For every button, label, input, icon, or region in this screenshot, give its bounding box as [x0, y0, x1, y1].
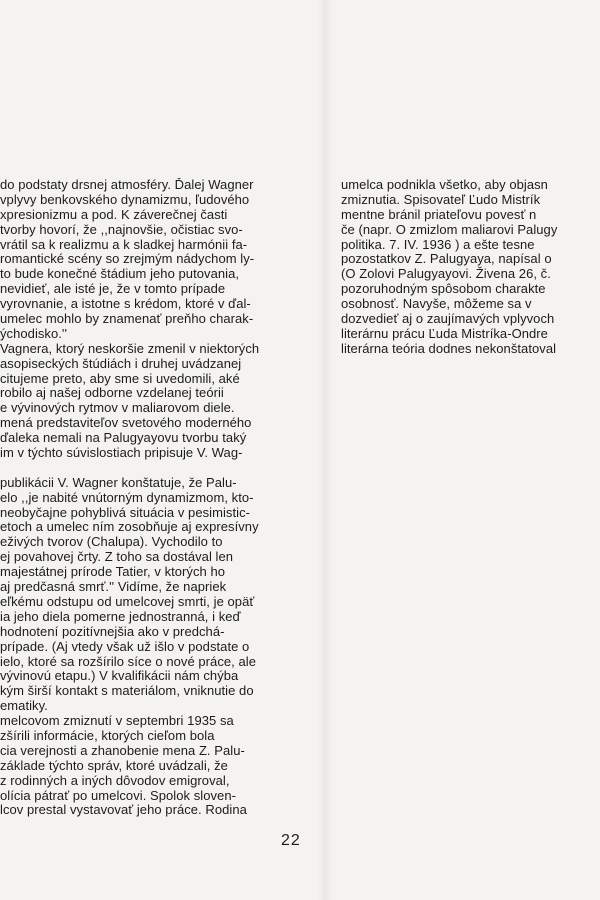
- text-line: ýchodisko.'': [0, 325, 67, 341]
- text-line: nevidieť, ale isté je, že v tomto prípade: [0, 281, 226, 297]
- text-line: neobyčajne pohyblivá situácia v pesimistic-: [0, 504, 250, 520]
- text-line: eživých tvorov (Chalupa). Vychodilo to: [0, 534, 223, 550]
- text-line: pozostatkov Z. Palugyaya, napísal o: [341, 251, 552, 267]
- text-line: to bude konečné štádium jeho putovania,: [0, 266, 240, 282]
- text-line: ej povahovej črty. Z toho sa dostával len: [0, 549, 234, 565]
- text-line: hodnotení pozitívnejšia ako v predchá-: [0, 623, 225, 639]
- text-line: základe týchto správ, ktoré uvádzali, že: [0, 757, 228, 773]
- text-line: aj predčasná smrť.'' Vidíme, že napriek: [0, 579, 227, 595]
- text-line: mentne bránil priateľovu povesť n: [341, 206, 537, 222]
- text-line: asopiseckých štúdiách i druhej uvádzanej: [0, 355, 242, 371]
- text-line: literárnu prácu Ľuda Mistríka-Ondre: [341, 325, 548, 341]
- text-line: zmiznutia. Spisovateľ Ľudo Mistrík: [341, 191, 541, 207]
- text-line: vyrovnanie, a istotne s krédom, ktoré v ďal-: [0, 296, 251, 312]
- text-line: ia jeho diela pomerne jednostranná, i keď: [0, 608, 241, 624]
- text-line: im v týchto súvislostiach pripisuje V. Wag-: [0, 445, 243, 461]
- text-line: (O Zolovi Palugyayovi. Živena 26, č.: [341, 266, 551, 282]
- text-line: zšírili informácie, ktorých cieľom bola: [0, 727, 215, 743]
- text-line: ďaleka nemali na Palugyayovu tvorbu taký: [0, 430, 247, 446]
- text-line: lcov prestal vystavovať jeho práce. Rodina: [0, 802, 247, 818]
- text-line: e vývinových rytmov v maliarovom diele.: [0, 400, 235, 416]
- text-line: dozvedieť aj o zaujímavých vplyvoch: [341, 311, 555, 327]
- text-line: ielo, ktoré sa rozšírilo síce o nové práce, ale: [0, 653, 256, 669]
- text-line: umelec mohlo by znamenať preňho charak-: [0, 311, 254, 327]
- text-line: vrátil sa k realizmu a k sladkej harmónii fa-: [0, 236, 248, 252]
- text-line: romantické scény so zrejmým nádychom ly-: [0, 251, 255, 267]
- text-line: politika. 7. IV. 1936 ) a ešte tesne: [341, 236, 535, 252]
- text-line: umelca podnikla všetko, aby objasn: [341, 178, 548, 192]
- text-line: če (napr. O zmizlom maliarovi Palugy: [341, 221, 558, 237]
- text-line: [0, 461, 306, 476]
- right-text-column: [341, 178, 600, 357]
- page-gutter: [318, 0, 332, 900]
- text-line: osobnosť. Navyše, môžeme sa v: [341, 296, 532, 312]
- text-line: tvorby hovorí, že ,,najnovšie, očistiac svo-: [0, 221, 243, 237]
- text-line: literárna teória dodnes nekonštatoval: [341, 340, 557, 356]
- page-number: 22: [281, 832, 301, 849]
- left-text-column: [0, 178, 306, 818]
- text-line: eľkému odstupu od umelcovej smrti, je opäť: [0, 593, 255, 609]
- text-line: vývinovú etapu.) V kvalifikácii nám chýba: [0, 668, 239, 684]
- text-line: pozoruhodným spôsobom charakte: [341, 281, 546, 297]
- text-line: elo ,,je nabité vnútorným dynamizmom, kto-: [0, 489, 254, 505]
- text-line: vplyvy benkovského dynamizmu, ľudového: [0, 191, 250, 207]
- text-line: xpresionizmu a pod. K záverečnej časti: [0, 206, 228, 222]
- text-line: Vagnera, ktorý neskoršie zmenil v niektorých: [0, 340, 260, 356]
- text-line: etoch a umelec ním zosobňuje aj expresívny: [0, 519, 259, 535]
- text-line: publikácii V. Wagner konštatuje, že Palu-: [0, 474, 237, 490]
- text-line: robilo aj našej odborne vzdelanej teórii: [0, 385, 224, 401]
- text-line: kým širší kontakt s materiálom, vniknutie do: [0, 683, 254, 699]
- text-line: ematiky.: [0, 698, 48, 714]
- text-line: olícia pátrať po umelcovi. Spolok sloven-: [0, 787, 236, 803]
- text-line: do podstaty drsnej atmosféry. Ďalej Wagner: [0, 178, 254, 192]
- text-line: mená predstaviteľov svetového moderného: [0, 415, 252, 431]
- text-line: melcovom zmiznutí v septembri 1935 sa: [0, 713, 234, 729]
- text-line: prípade. (Aj vtedy však už išlo v podstate o: [0, 638, 250, 654]
- text-line: cia verejnosti a zhanobenie mena Z. Palu-: [0, 742, 245, 758]
- text-line: majestátnej prírode Tatier, v ktorých ho: [0, 564, 226, 580]
- text-line: z rodinných a iných dôvodov emigroval,: [0, 772, 230, 788]
- text-line: citujeme preto, aby sme si uvedomili, aké: [0, 370, 240, 386]
